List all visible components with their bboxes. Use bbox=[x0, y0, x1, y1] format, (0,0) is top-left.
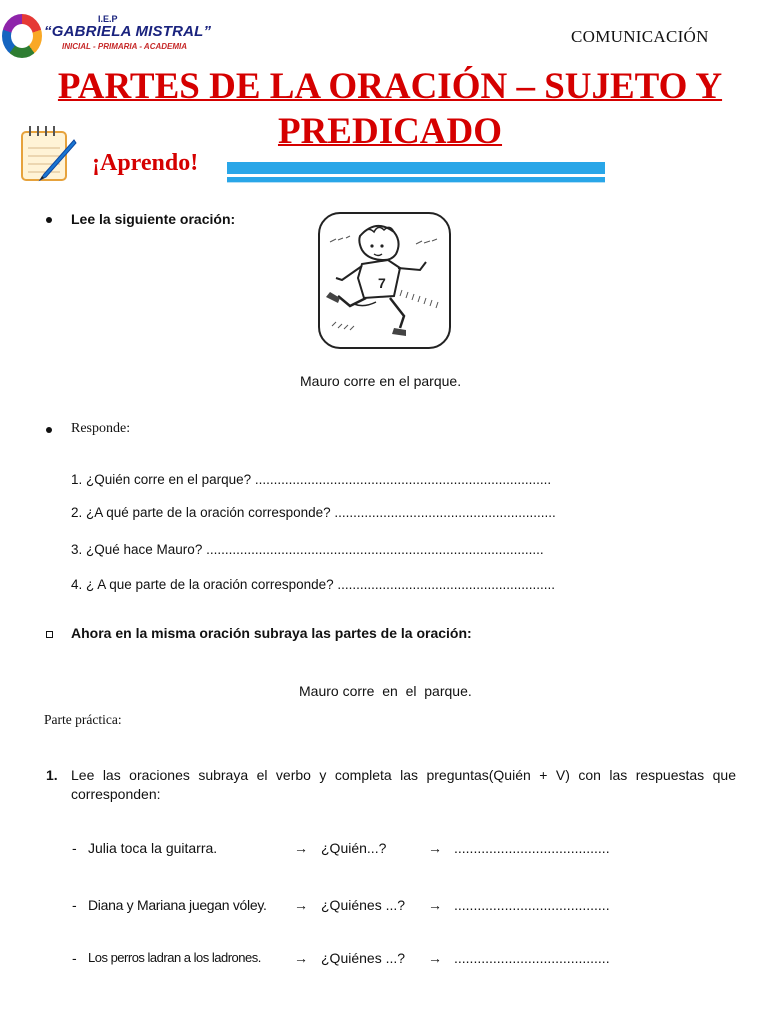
row-sentence: Los perros ladran a los ladrones. bbox=[88, 950, 261, 965]
row-dash: - bbox=[72, 840, 77, 856]
bullet bbox=[46, 427, 52, 433]
bullet bbox=[46, 217, 52, 223]
row-question: ¿Quién...? bbox=[321, 840, 387, 856]
logo-school-name: “GABRIELA MISTRAL” bbox=[44, 23, 212, 40]
logo-iep: I.E.P bbox=[98, 14, 118, 24]
question-1: 1. ¿Quién corre en el parque? ............................................................................... bbox=[71, 472, 552, 487]
blue-divider-bar bbox=[227, 162, 605, 182]
arrow-right-icon: → bbox=[294, 897, 308, 913]
running-boy-drawing bbox=[320, 214, 449, 347]
row-answer-blank: ........................................ bbox=[454, 897, 610, 913]
subject-label: COMUNICACIÓN bbox=[571, 27, 709, 46]
square-bullet bbox=[46, 631, 53, 638]
question-2: 2. ¿A qué parte de la oración corresponde? ........................................................... bbox=[71, 505, 556, 520]
read-instruction: Lee la siguiente oración: bbox=[71, 211, 236, 227]
parte-practica-label: Parte práctica: bbox=[44, 712, 122, 727]
arrow-right-icon: → bbox=[294, 950, 308, 966]
row-answer-blank: ........................................ bbox=[454, 950, 610, 966]
logo-emblem-icon bbox=[2, 14, 42, 58]
arrow-right-icon: → bbox=[428, 840, 442, 856]
row-question: ¿Quiénes ...? bbox=[321, 950, 406, 966]
exercise-number: 1. bbox=[46, 767, 58, 783]
title-line-1: PARTES DE LA ORACIÓN – SUJETO Y bbox=[57, 66, 723, 107]
responde-label: Responde: bbox=[71, 421, 131, 436]
aprendo-label: ¡Aprendo! bbox=[92, 150, 199, 176]
question-3: 3. ¿Qué hace Mauro? .......................................................................................... bbox=[71, 542, 544, 557]
notepad-pen-icon bbox=[18, 122, 78, 186]
title-line-2: PREDICADO bbox=[277, 111, 503, 152]
row-sentence: Julia toca la guitarra. bbox=[88, 840, 218, 856]
row-sentence: Diana y Mariana juegan vóley. bbox=[88, 897, 267, 913]
arrow-right-icon: → bbox=[294, 840, 308, 856]
running-boy-illustration bbox=[318, 212, 451, 349]
exercise-instruction: Lee las oraciones subraya el verbo y completa las preguntas(Quién + V) con las respuestas que corresponden: bbox=[71, 767, 736, 802]
row-dash: - bbox=[72, 950, 77, 966]
jersey-number: 7 bbox=[378, 275, 386, 291]
subraya-instruction: Ahora en la misma oración subraya las partes de la oración: bbox=[71, 625, 472, 641]
row-answer-blank: ........................................ bbox=[454, 840, 610, 856]
arrow-right-icon: → bbox=[428, 950, 442, 966]
arrow-right-icon: → bbox=[428, 897, 442, 913]
school-logo bbox=[0, 12, 212, 62]
logo-levels: INICIAL - PRIMARIA - ACADEMIA bbox=[62, 42, 188, 51]
row-dash: - bbox=[72, 897, 77, 913]
question-4: 4. ¿ A que parte de la oración corresponde? .......................................................... bbox=[71, 577, 555, 592]
sentence-mauro-underline: Mauro corre en el parque. bbox=[299, 683, 472, 699]
page-title bbox=[30, 64, 750, 154]
row-question: ¿Quiénes ...? bbox=[321, 897, 406, 913]
sentence-mauro: Mauro corre en el parque. bbox=[300, 373, 462, 389]
